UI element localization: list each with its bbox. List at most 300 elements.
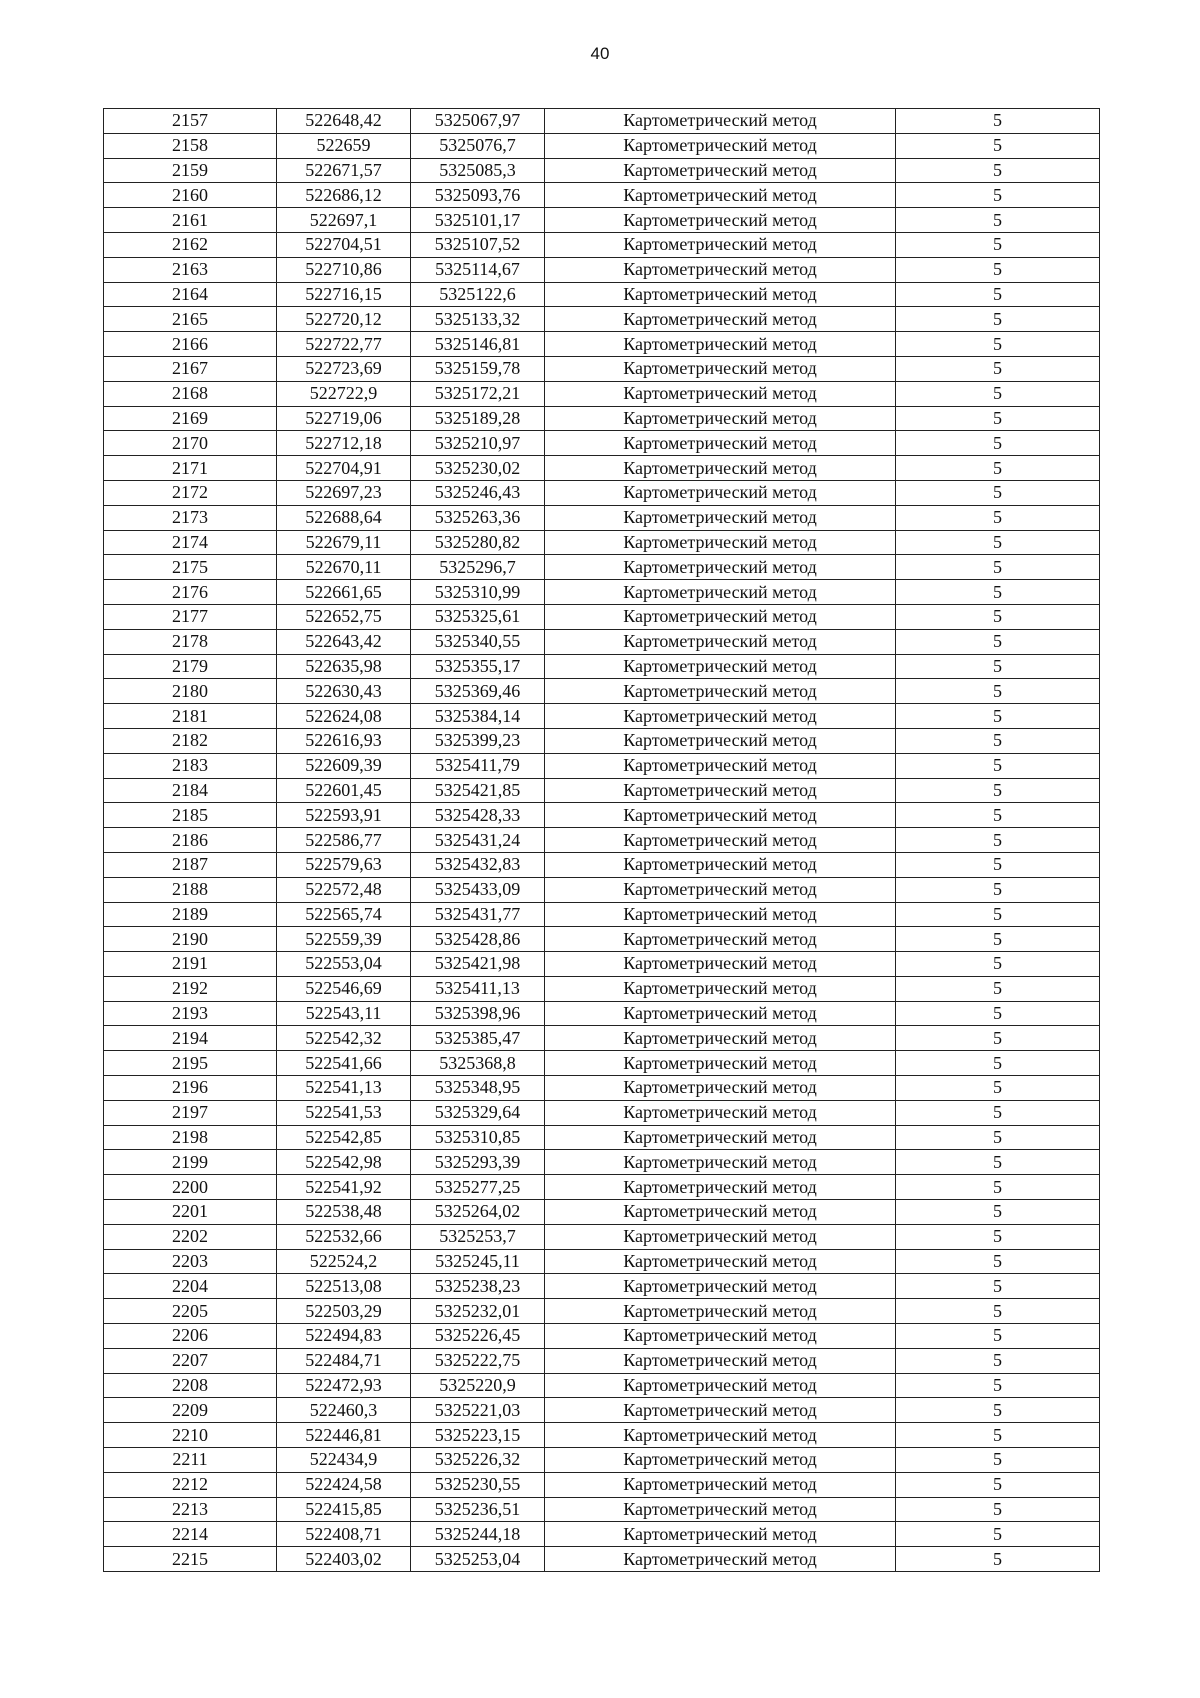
table-row bbox=[104, 1100, 1100, 1125]
method-cell: Картометрический метод bbox=[545, 307, 896, 332]
table-row bbox=[104, 332, 1100, 357]
table-row bbox=[104, 976, 1100, 1001]
x-coordinate-cell: 522722,77 bbox=[277, 332, 411, 357]
accuracy-cell: 5 bbox=[896, 753, 1100, 778]
point-number-cell: 2179 bbox=[104, 654, 277, 679]
table-row bbox=[104, 679, 1100, 704]
point-number-cell: 2182 bbox=[104, 728, 277, 753]
point-number-cell: 2198 bbox=[104, 1125, 277, 1150]
table-row bbox=[104, 1423, 1100, 1448]
table-row bbox=[104, 629, 1100, 654]
table-row bbox=[104, 505, 1100, 530]
table-row bbox=[104, 1076, 1100, 1101]
method-cell: Картометрический метод bbox=[545, 1373, 896, 1398]
y-coordinate-cell: 5325223,15 bbox=[411, 1423, 545, 1448]
accuracy-cell: 5 bbox=[896, 1100, 1100, 1125]
x-coordinate-cell: 522532,66 bbox=[277, 1224, 411, 1249]
accuracy-cell: 5 bbox=[896, 530, 1100, 555]
point-number-cell: 2170 bbox=[104, 431, 277, 456]
point-number-cell: 2178 bbox=[104, 629, 277, 654]
accuracy-cell: 5 bbox=[896, 1398, 1100, 1423]
point-number-cell: 2197 bbox=[104, 1100, 277, 1125]
y-coordinate-cell: 5325222,75 bbox=[411, 1348, 545, 1373]
method-cell: Картометрический метод bbox=[545, 109, 896, 134]
x-coordinate-cell: 522712,18 bbox=[277, 431, 411, 456]
accuracy-cell: 5 bbox=[896, 1125, 1100, 1150]
accuracy-cell: 5 bbox=[896, 1051, 1100, 1076]
method-cell: Картометрический метод bbox=[545, 480, 896, 505]
x-coordinate-cell: 522719,06 bbox=[277, 406, 411, 431]
point-number-cell: 2166 bbox=[104, 332, 277, 357]
y-coordinate-cell: 5325238,23 bbox=[411, 1274, 545, 1299]
method-cell: Картометрический метод bbox=[545, 1200, 896, 1225]
x-coordinate-cell: 522503,29 bbox=[277, 1299, 411, 1324]
table-row bbox=[104, 1547, 1100, 1572]
point-number-cell: 2212 bbox=[104, 1472, 277, 1497]
x-coordinate-cell: 522408,71 bbox=[277, 1522, 411, 1547]
y-coordinate-cell: 5325355,17 bbox=[411, 654, 545, 679]
point-number-cell: 2206 bbox=[104, 1324, 277, 1349]
x-coordinate-cell: 522601,45 bbox=[277, 778, 411, 803]
accuracy-cell: 5 bbox=[896, 1547, 1100, 1572]
table-row bbox=[104, 1299, 1100, 1324]
point-number-cell: 2186 bbox=[104, 828, 277, 853]
method-cell: Картометрический метод bbox=[545, 629, 896, 654]
y-coordinate-cell: 5325264,02 bbox=[411, 1200, 545, 1225]
x-coordinate-cell: 522686,12 bbox=[277, 183, 411, 208]
table-row bbox=[104, 1472, 1100, 1497]
method-cell: Картометрический метод bbox=[545, 753, 896, 778]
x-coordinate-cell: 522542,85 bbox=[277, 1125, 411, 1150]
accuracy-cell: 5 bbox=[896, 1274, 1100, 1299]
y-coordinate-cell: 5325253,7 bbox=[411, 1224, 545, 1249]
table-row bbox=[104, 183, 1100, 208]
y-coordinate-cell: 5325210,97 bbox=[411, 431, 545, 456]
x-coordinate-cell: 522704,51 bbox=[277, 232, 411, 257]
point-number-cell: 2203 bbox=[104, 1249, 277, 1274]
accuracy-cell: 5 bbox=[896, 183, 1100, 208]
y-coordinate-cell: 5325411,13 bbox=[411, 976, 545, 1001]
accuracy-cell: 5 bbox=[896, 406, 1100, 431]
y-coordinate-cell: 5325421,85 bbox=[411, 778, 545, 803]
method-cell: Картометрический метод bbox=[545, 1100, 896, 1125]
x-coordinate-cell: 522434,9 bbox=[277, 1448, 411, 1473]
x-coordinate-cell: 522710,86 bbox=[277, 257, 411, 282]
accuracy-cell: 5 bbox=[896, 133, 1100, 158]
table-row bbox=[104, 133, 1100, 158]
point-number-cell: 2214 bbox=[104, 1522, 277, 1547]
x-coordinate-cell: 522723,69 bbox=[277, 356, 411, 381]
table-row bbox=[104, 282, 1100, 307]
accuracy-cell: 5 bbox=[896, 1224, 1100, 1249]
y-coordinate-cell: 5325093,76 bbox=[411, 183, 545, 208]
accuracy-cell: 5 bbox=[896, 976, 1100, 1001]
table-row bbox=[104, 877, 1100, 902]
method-cell: Картометрический метод bbox=[545, 580, 896, 605]
x-coordinate-cell: 522659 bbox=[277, 133, 411, 158]
y-coordinate-cell: 5325421,98 bbox=[411, 952, 545, 977]
method-cell: Картометрический метод bbox=[545, 778, 896, 803]
table-row bbox=[104, 158, 1100, 183]
method-cell: Картометрический метод bbox=[545, 1051, 896, 1076]
accuracy-cell: 5 bbox=[896, 555, 1100, 580]
x-coordinate-cell: 522716,15 bbox=[277, 282, 411, 307]
method-cell: Картометрический метод bbox=[545, 208, 896, 233]
table-row bbox=[104, 1448, 1100, 1473]
x-coordinate-cell: 522424,58 bbox=[277, 1472, 411, 1497]
method-cell: Картометрический метод bbox=[545, 1398, 896, 1423]
point-number-cell: 2195 bbox=[104, 1051, 277, 1076]
y-coordinate-cell: 5325263,36 bbox=[411, 505, 545, 530]
point-number-cell: 2165 bbox=[104, 307, 277, 332]
x-coordinate-cell: 522616,93 bbox=[277, 728, 411, 753]
y-coordinate-cell: 5325432,83 bbox=[411, 852, 545, 877]
point-number-cell: 2171 bbox=[104, 456, 277, 481]
table-row bbox=[104, 1373, 1100, 1398]
table-row bbox=[104, 530, 1100, 555]
method-cell: Картометрический метод bbox=[545, 1324, 896, 1349]
accuracy-cell: 5 bbox=[896, 282, 1100, 307]
method-cell: Картометрический метод bbox=[545, 902, 896, 927]
accuracy-cell: 5 bbox=[896, 505, 1100, 530]
point-number-cell: 2188 bbox=[104, 877, 277, 902]
method-cell: Картометрический метод bbox=[545, 431, 896, 456]
y-coordinate-cell: 5325431,24 bbox=[411, 828, 545, 853]
x-coordinate-cell: 522643,42 bbox=[277, 629, 411, 654]
y-coordinate-cell: 5325296,7 bbox=[411, 555, 545, 580]
table-row bbox=[104, 654, 1100, 679]
method-cell: Картометрический метод bbox=[545, 356, 896, 381]
table-row bbox=[104, 1398, 1100, 1423]
x-coordinate-cell: 522513,08 bbox=[277, 1274, 411, 1299]
method-cell: Картометрический метод bbox=[545, 604, 896, 629]
x-coordinate-cell: 522494,83 bbox=[277, 1324, 411, 1349]
y-coordinate-cell: 5325067,97 bbox=[411, 109, 545, 134]
accuracy-cell: 5 bbox=[896, 480, 1100, 505]
x-coordinate-cell: 522543,11 bbox=[277, 1001, 411, 1026]
accuracy-cell: 5 bbox=[896, 704, 1100, 729]
accuracy-cell: 5 bbox=[896, 952, 1100, 977]
table-row bbox=[104, 1026, 1100, 1051]
point-number-cell: 2185 bbox=[104, 803, 277, 828]
x-coordinate-cell: 522661,65 bbox=[277, 580, 411, 605]
y-coordinate-cell: 5325385,47 bbox=[411, 1026, 545, 1051]
point-number-cell: 2200 bbox=[104, 1175, 277, 1200]
y-coordinate-cell: 5325244,18 bbox=[411, 1522, 545, 1547]
x-coordinate-cell: 522679,11 bbox=[277, 530, 411, 555]
point-number-cell: 2159 bbox=[104, 158, 277, 183]
accuracy-cell: 5 bbox=[896, 1373, 1100, 1398]
table-row bbox=[104, 852, 1100, 877]
point-number-cell: 2215 bbox=[104, 1547, 277, 1572]
table-row bbox=[104, 803, 1100, 828]
table-row bbox=[104, 604, 1100, 629]
point-number-cell: 2211 bbox=[104, 1448, 277, 1473]
table-row bbox=[104, 381, 1100, 406]
accuracy-cell: 5 bbox=[896, 902, 1100, 927]
table-row bbox=[104, 307, 1100, 332]
method-cell: Картометрический метод bbox=[545, 1299, 896, 1324]
y-coordinate-cell: 5325230,02 bbox=[411, 456, 545, 481]
method-cell: Картометрический метод bbox=[545, 704, 896, 729]
method-cell: Картометрический метод bbox=[545, 1125, 896, 1150]
method-cell: Картометрический метод bbox=[545, 852, 896, 877]
point-number-cell: 2202 bbox=[104, 1224, 277, 1249]
table-row bbox=[104, 704, 1100, 729]
table-row bbox=[104, 1274, 1100, 1299]
x-coordinate-cell: 522670,11 bbox=[277, 555, 411, 580]
y-coordinate-cell: 5325368,8 bbox=[411, 1051, 545, 1076]
y-coordinate-cell: 5325411,79 bbox=[411, 753, 545, 778]
table-row bbox=[104, 257, 1100, 282]
y-coordinate-cell: 5325226,45 bbox=[411, 1324, 545, 1349]
point-number-cell: 2161 bbox=[104, 208, 277, 233]
table-row bbox=[104, 778, 1100, 803]
table-row bbox=[104, 952, 1100, 977]
coordinates-table bbox=[103, 108, 1100, 1572]
method-cell: Картометрический метод bbox=[545, 1348, 896, 1373]
accuracy-cell: 5 bbox=[896, 679, 1100, 704]
accuracy-cell: 5 bbox=[896, 654, 1100, 679]
table-row bbox=[104, 728, 1100, 753]
method-cell: Картометрический метод bbox=[545, 406, 896, 431]
method-cell: Картометрический метод bbox=[545, 1001, 896, 1026]
accuracy-cell: 5 bbox=[896, 1423, 1100, 1448]
method-cell: Картометрический метод bbox=[545, 456, 896, 481]
point-number-cell: 2164 bbox=[104, 282, 277, 307]
point-number-cell: 2209 bbox=[104, 1398, 277, 1423]
x-coordinate-cell: 522697,1 bbox=[277, 208, 411, 233]
table-row bbox=[104, 208, 1100, 233]
method-cell: Картометрический метод bbox=[545, 1150, 896, 1175]
table-row bbox=[104, 555, 1100, 580]
accuracy-cell: 5 bbox=[896, 232, 1100, 257]
accuracy-cell: 5 bbox=[896, 1324, 1100, 1349]
method-cell: Картометрический метод bbox=[545, 555, 896, 580]
accuracy-cell: 5 bbox=[896, 307, 1100, 332]
method-cell: Картометрический метод bbox=[545, 332, 896, 357]
x-coordinate-cell: 522565,74 bbox=[277, 902, 411, 927]
accuracy-cell: 5 bbox=[896, 1249, 1100, 1274]
accuracy-cell: 5 bbox=[896, 852, 1100, 877]
y-coordinate-cell: 5325399,23 bbox=[411, 728, 545, 753]
point-number-cell: 2172 bbox=[104, 480, 277, 505]
x-coordinate-cell: 522542,32 bbox=[277, 1026, 411, 1051]
y-coordinate-cell: 5325220,9 bbox=[411, 1373, 545, 1398]
x-coordinate-cell: 522472,93 bbox=[277, 1373, 411, 1398]
table-row bbox=[104, 902, 1100, 927]
x-coordinate-cell: 522704,91 bbox=[277, 456, 411, 481]
method-cell: Картометрический метод bbox=[545, 257, 896, 282]
method-cell: Картометрический метод bbox=[545, 158, 896, 183]
accuracy-cell: 5 bbox=[896, 332, 1100, 357]
method-cell: Картометрический метод bbox=[545, 654, 896, 679]
y-coordinate-cell: 5325236,51 bbox=[411, 1497, 545, 1522]
table-row bbox=[104, 1175, 1100, 1200]
accuracy-cell: 5 bbox=[896, 381, 1100, 406]
y-coordinate-cell: 5325340,55 bbox=[411, 629, 545, 654]
x-coordinate-cell: 522572,48 bbox=[277, 877, 411, 902]
x-coordinate-cell: 522722,9 bbox=[277, 381, 411, 406]
y-coordinate-cell: 5325433,09 bbox=[411, 877, 545, 902]
y-coordinate-cell: 5325226,32 bbox=[411, 1448, 545, 1473]
accuracy-cell: 5 bbox=[896, 1200, 1100, 1225]
accuracy-cell: 5 bbox=[896, 109, 1100, 134]
method-cell: Картометрический метод bbox=[545, 1026, 896, 1051]
point-number-cell: 2176 bbox=[104, 580, 277, 605]
y-coordinate-cell: 5325159,78 bbox=[411, 356, 545, 381]
accuracy-cell: 5 bbox=[896, 828, 1100, 853]
x-coordinate-cell: 522415,85 bbox=[277, 1497, 411, 1522]
method-cell: Картометрический метод bbox=[545, 381, 896, 406]
point-number-cell: 2199 bbox=[104, 1150, 277, 1175]
accuracy-cell: 5 bbox=[896, 456, 1100, 481]
y-coordinate-cell: 5325085,3 bbox=[411, 158, 545, 183]
point-number-cell: 2207 bbox=[104, 1348, 277, 1373]
accuracy-cell: 5 bbox=[896, 1522, 1100, 1547]
method-cell: Картометрический метод bbox=[545, 183, 896, 208]
accuracy-cell: 5 bbox=[896, 1348, 1100, 1373]
method-cell: Картометрический метод bbox=[545, 927, 896, 952]
x-coordinate-cell: 522688,64 bbox=[277, 505, 411, 530]
y-coordinate-cell: 5325230,55 bbox=[411, 1472, 545, 1497]
point-number-cell: 2174 bbox=[104, 530, 277, 555]
accuracy-cell: 5 bbox=[896, 1175, 1100, 1200]
method-cell: Картометрический метод bbox=[545, 1274, 896, 1299]
table-row bbox=[104, 580, 1100, 605]
method-cell: Картометрический метод bbox=[545, 877, 896, 902]
y-coordinate-cell: 5325172,21 bbox=[411, 381, 545, 406]
table-row bbox=[104, 1125, 1100, 1150]
x-coordinate-cell: 522652,75 bbox=[277, 604, 411, 629]
accuracy-cell: 5 bbox=[896, 158, 1100, 183]
point-number-cell: 2180 bbox=[104, 679, 277, 704]
y-coordinate-cell: 5325369,46 bbox=[411, 679, 545, 704]
accuracy-cell: 5 bbox=[896, 803, 1100, 828]
table-row bbox=[104, 1249, 1100, 1274]
point-number-cell: 2196 bbox=[104, 1076, 277, 1101]
method-cell: Картометрический метод bbox=[545, 803, 896, 828]
x-coordinate-cell: 522446,81 bbox=[277, 1423, 411, 1448]
point-number-cell: 2173 bbox=[104, 505, 277, 530]
point-number-cell: 2210 bbox=[104, 1423, 277, 1448]
point-number-cell: 2213 bbox=[104, 1497, 277, 1522]
x-coordinate-cell: 522524,2 bbox=[277, 1249, 411, 1274]
method-cell: Картометрический метод bbox=[545, 1497, 896, 1522]
accuracy-cell: 5 bbox=[896, 356, 1100, 381]
x-coordinate-cell: 522593,91 bbox=[277, 803, 411, 828]
point-number-cell: 2168 bbox=[104, 381, 277, 406]
table-row bbox=[104, 109, 1100, 134]
x-coordinate-cell: 522542,98 bbox=[277, 1150, 411, 1175]
y-coordinate-cell: 5325253,04 bbox=[411, 1547, 545, 1572]
point-number-cell: 2158 bbox=[104, 133, 277, 158]
point-number-cell: 2208 bbox=[104, 1373, 277, 1398]
accuracy-cell: 5 bbox=[896, 728, 1100, 753]
table-row bbox=[104, 232, 1100, 257]
y-coordinate-cell: 5325133,32 bbox=[411, 307, 545, 332]
y-coordinate-cell: 5325114,67 bbox=[411, 257, 545, 282]
x-coordinate-cell: 522586,77 bbox=[277, 828, 411, 853]
y-coordinate-cell: 5325122,6 bbox=[411, 282, 545, 307]
table-row bbox=[104, 406, 1100, 431]
point-number-cell: 2162 bbox=[104, 232, 277, 257]
x-coordinate-cell: 522579,63 bbox=[277, 852, 411, 877]
accuracy-cell: 5 bbox=[896, 208, 1100, 233]
point-number-cell: 2177 bbox=[104, 604, 277, 629]
point-number-cell: 2183 bbox=[104, 753, 277, 778]
page-number: 40 bbox=[590, 44, 610, 63]
method-cell: Картометрический метод bbox=[545, 1472, 896, 1497]
table-row bbox=[104, 1497, 1100, 1522]
x-coordinate-cell: 522484,71 bbox=[277, 1348, 411, 1373]
table-row bbox=[104, 1001, 1100, 1026]
point-number-cell: 2205 bbox=[104, 1299, 277, 1324]
point-number-cell: 2190 bbox=[104, 927, 277, 952]
x-coordinate-cell: 522635,98 bbox=[277, 654, 411, 679]
x-coordinate-cell: 522630,43 bbox=[277, 679, 411, 704]
method-cell: Картометрический метод bbox=[545, 1547, 896, 1572]
table-row bbox=[104, 431, 1100, 456]
accuracy-cell: 5 bbox=[896, 431, 1100, 456]
y-coordinate-cell: 5325348,95 bbox=[411, 1076, 545, 1101]
accuracy-cell: 5 bbox=[896, 1076, 1100, 1101]
accuracy-cell: 5 bbox=[896, 1026, 1100, 1051]
x-coordinate-cell: 522460,3 bbox=[277, 1398, 411, 1423]
y-coordinate-cell: 5325245,11 bbox=[411, 1249, 545, 1274]
y-coordinate-cell: 5325293,39 bbox=[411, 1150, 545, 1175]
table-row bbox=[104, 1348, 1100, 1373]
point-number-cell: 2163 bbox=[104, 257, 277, 282]
y-coordinate-cell: 5325277,25 bbox=[411, 1175, 545, 1200]
accuracy-cell: 5 bbox=[896, 1472, 1100, 1497]
x-coordinate-cell: 522648,42 bbox=[277, 109, 411, 134]
accuracy-cell: 5 bbox=[896, 1001, 1100, 1026]
method-cell: Картометрический метод bbox=[545, 952, 896, 977]
method-cell: Картометрический метод bbox=[545, 530, 896, 555]
method-cell: Картометрический метод bbox=[545, 679, 896, 704]
table-row bbox=[104, 1051, 1100, 1076]
x-coordinate-cell: 522553,04 bbox=[277, 952, 411, 977]
point-number-cell: 2167 bbox=[104, 356, 277, 381]
table-row bbox=[104, 753, 1100, 778]
x-coordinate-cell: 522624,08 bbox=[277, 704, 411, 729]
y-coordinate-cell: 5325398,96 bbox=[411, 1001, 545, 1026]
y-coordinate-cell: 5325101,17 bbox=[411, 208, 545, 233]
accuracy-cell: 5 bbox=[896, 927, 1100, 952]
y-coordinate-cell: 5325189,28 bbox=[411, 406, 545, 431]
accuracy-cell: 5 bbox=[896, 257, 1100, 282]
point-number-cell: 2175 bbox=[104, 555, 277, 580]
y-coordinate-cell: 5325310,99 bbox=[411, 580, 545, 605]
y-coordinate-cell: 5325325,61 bbox=[411, 604, 545, 629]
accuracy-cell: 5 bbox=[896, 877, 1100, 902]
x-coordinate-cell: 522541,13 bbox=[277, 1076, 411, 1101]
point-number-cell: 2204 bbox=[104, 1274, 277, 1299]
method-cell: Картометрический метод bbox=[545, 1249, 896, 1274]
accuracy-cell: 5 bbox=[896, 1448, 1100, 1473]
point-number-cell: 2160 bbox=[104, 183, 277, 208]
table-row bbox=[104, 356, 1100, 381]
y-coordinate-cell: 5325280,82 bbox=[411, 530, 545, 555]
x-coordinate-cell: 522720,12 bbox=[277, 307, 411, 332]
method-cell: Картометрический метод bbox=[545, 282, 896, 307]
y-coordinate-cell: 5325107,52 bbox=[411, 232, 545, 257]
method-cell: Картометрический метод bbox=[545, 1423, 896, 1448]
x-coordinate-cell: 522697,23 bbox=[277, 480, 411, 505]
accuracy-cell: 5 bbox=[896, 1150, 1100, 1175]
y-coordinate-cell: 5325146,81 bbox=[411, 332, 545, 357]
